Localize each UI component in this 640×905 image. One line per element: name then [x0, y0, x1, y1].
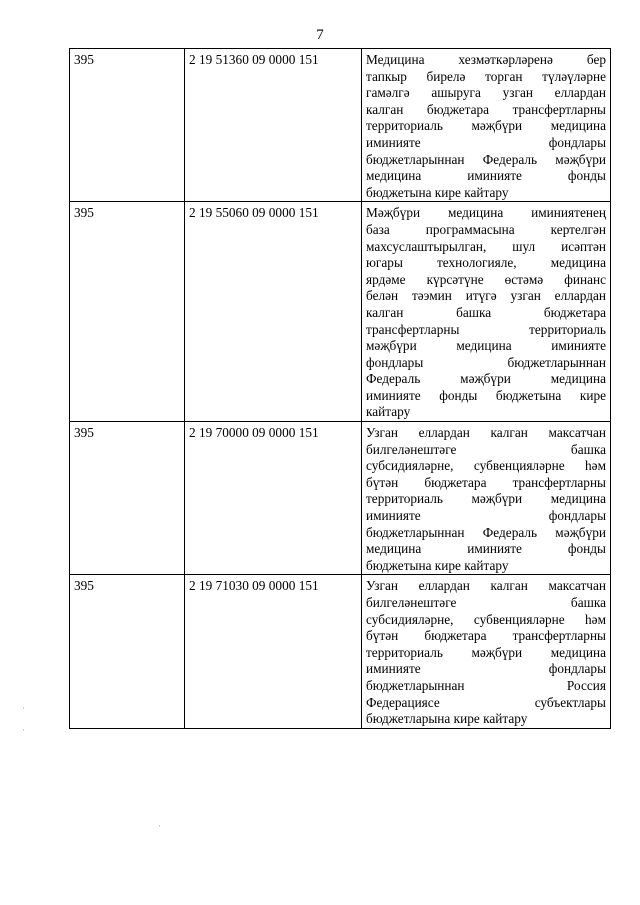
description-line: субсидияләрне, субвенцияләрне һәм — [366, 611, 606, 627]
description-line: мәҗбүри медицина иминияте — [366, 338, 606, 354]
description-line: билгеләнештәге башка — [366, 595, 606, 610]
description-line: Узган еллардан калган максатчан — [366, 578, 606, 594]
budget-classification-code-cell: 2 19 51360 09 0000 151 — [185, 49, 362, 202]
budget-classification-code-cell: 2 19 55060 09 0000 151 — [185, 202, 362, 422]
description-line: Медицина хезмәткәрләренә бер — [366, 52, 606, 67]
description-line: бюджетларыннан Россия — [366, 677, 606, 693]
description-line: Федераль мәҗбүри медицина — [366, 371, 606, 387]
description-line: субсидияләрне, субвенцияләрне һәм — [366, 458, 606, 474]
revenue-description-cell — [362, 422, 611, 575]
description-line: югары технологияле, медицина — [366, 255, 606, 271]
table-row — [70, 422, 611, 575]
description-line: иминияте фондлары — [366, 508, 606, 524]
budget-classification-code-cell: 2 19 70000 09 0000 151 — [185, 422, 362, 575]
description-line: бюджетына кире кайтару — [366, 557, 509, 573]
description-line: бюджетларыннан Федераль мәҗбүри — [366, 524, 606, 540]
description-line: иминияте фондлары — [366, 134, 606, 150]
description-line: база программасына кертелгән — [366, 221, 606, 237]
description-line: территориаль мәҗбүри медицина — [366, 118, 606, 134]
description-line: бюджетларына кире кайтару — [366, 711, 528, 727]
description-line: медицина иминияте фонды — [366, 541, 606, 557]
administrator-code-cell: 395 — [70, 49, 185, 202]
page-number: 7 — [316, 27, 324, 43]
description-line: кайтару — [366, 404, 411, 420]
scan-speck: · — [22, 725, 25, 735]
revenue-description-cell — [362, 202, 611, 422]
description-line: гамәлгә ашыруга узган еллардан — [366, 85, 606, 101]
table-row — [70, 575, 611, 728]
budget-classification-code-cell: 2 19 71030 09 0000 151 — [185, 575, 362, 728]
description-line: фондлары бюджетларыннан — [366, 354, 606, 370]
description-line: бүтән бюджетара трансфертларны — [366, 474, 606, 490]
description-line: иминияте фондлары — [366, 661, 606, 677]
description-line: билгеләнештәге башка — [366, 441, 606, 457]
table-row — [70, 202, 611, 422]
scan-speck: · — [22, 703, 25, 713]
description-line: территориаль мәҗбүри медицина — [366, 491, 606, 507]
description-line: Узган еллардан калган максатчан — [366, 425, 606, 441]
table-body — [70, 49, 611, 729]
description-line: ярдәме күрсәтүне өстәмә финанс — [366, 271, 606, 287]
description-line: медицина иминияте фонды — [366, 168, 606, 184]
description-line: иминияте фонды бюджетына кире — [366, 387, 606, 403]
description-line: Федерациясе субъектлары — [366, 694, 606, 710]
administrator-code-cell: 395 — [70, 575, 185, 728]
table-row — [70, 49, 611, 202]
description-line: трансфертларны территориаль — [366, 321, 606, 337]
revenue-description-cell — [362, 575, 611, 728]
administrator-code-cell: 395 — [70, 422, 185, 575]
scan-speck: · — [158, 821, 161, 831]
description-line: территориаль мәҗбүри медицина — [366, 644, 606, 660]
description-line: белән тәэмин итүгә узган еллардан — [366, 288, 606, 304]
description-line: калган башка бюджетара — [366, 304, 606, 320]
description-line: бүтән бюджетара трансфертларны — [366, 628, 606, 644]
description-line: тапкыр бирелә торган түләүләрне — [366, 68, 606, 84]
description-line: махсуслаштырылган, шул исәптән — [366, 238, 606, 254]
budget-classification-table — [69, 48, 611, 729]
description-line: бюджетларыннан Федераль мәҗбүри — [366, 151, 606, 167]
description-line: калган бюджетара трансфертларны — [366, 101, 606, 117]
description-line: Мәҗбүри медицина иминиятенең — [366, 205, 606, 221]
description-line: бюджетына кире кайтару — [366, 184, 509, 200]
administrator-code-cell: 395 — [70, 202, 185, 422]
revenue-description-cell — [362, 49, 611, 202]
